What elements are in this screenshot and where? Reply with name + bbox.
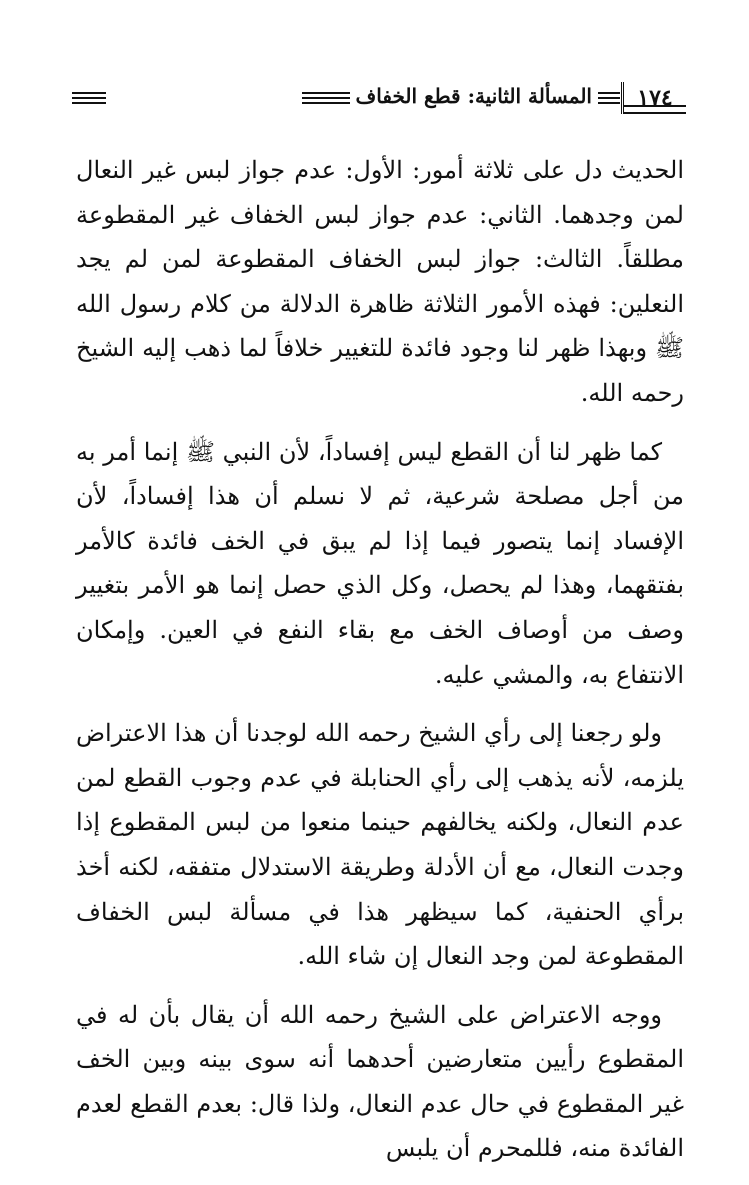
paragraph-2: كما ظهر لنا أن القطع ليس إفساداً، لأن النبي ﷺ إنما أمر به من أجل مصلحة شرعية، ثم لا نسلم أن هذا إفساداً، لأن الإفساد إنما يتصور فيما إذا لم يبق في الخف فائدة كالأمر بفتقهما، وهذا لم يحصل، وكل الذي حصل إنما هو الأمر بتغيير وصف من أوصاف الخف مع بقاء النفع في العين. وإمكان الانتفاع به، والمشي عليه. <box>76 437 684 689</box>
header-rule-left <box>72 92 106 104</box>
body-text <box>76 148 684 1185</box>
paragraph-1: الحديث دل على ثلاثة أمور: الأول: عدم جواز لبس غير النعال لمن وجدهما. الثاني: عدم جواز لبس الخفاف غير المقطوعة مطلقاً. الثالث: جواز لبس الخفاف المقطوعة لمن لم يجد النعلين: فهذه الأمور الثلاثة ظاهرة الدلالة من كلام رسول الله ﷺ وبهذا ظهر لنا وجود فائدة للتغيير خلافاً لما ذهب إليه الشيخ رحمه الله. <box>76 156 684 407</box>
chapter-title: المسألة الثانية: قطع الخفاف <box>350 84 598 108</box>
paragraph-3: ولو رجعنا إلى رأي الشيخ رحمه الله لوجدنا أن هذا الاعتراض يلزمه، لأنه يذهب إلى رأي الحنابلة في عدم وجوب القطع لمن عدم النعال، ولكنه يخالفهم حينما منعوا من لبس المقطوع إذا وجدت النعال، مع أن الأدلة وطريقة الاستدلال متفقه، لكنه أخذ برأي الحنفية، كما سيظهر هذا في مسألة لبس الخفاف المقطوعة لمن وجد النعال إن شاء الله. <box>76 719 684 971</box>
running-header <box>72 82 686 118</box>
paragraph-4: ووجه الاعتراض على الشيخ رحمه الله أن يقال بأن له في المقطوع رأيين متعارضين أحدهما أنه سوى بينه وبين الخف غير المقطوع في حال عدم النعال، ولذا قال: بعدم القطع لعدم الفائدة منه، فللمحرم أن يلبس <box>76 1000 684 1163</box>
page-number: ١٧٤ <box>621 82 686 114</box>
